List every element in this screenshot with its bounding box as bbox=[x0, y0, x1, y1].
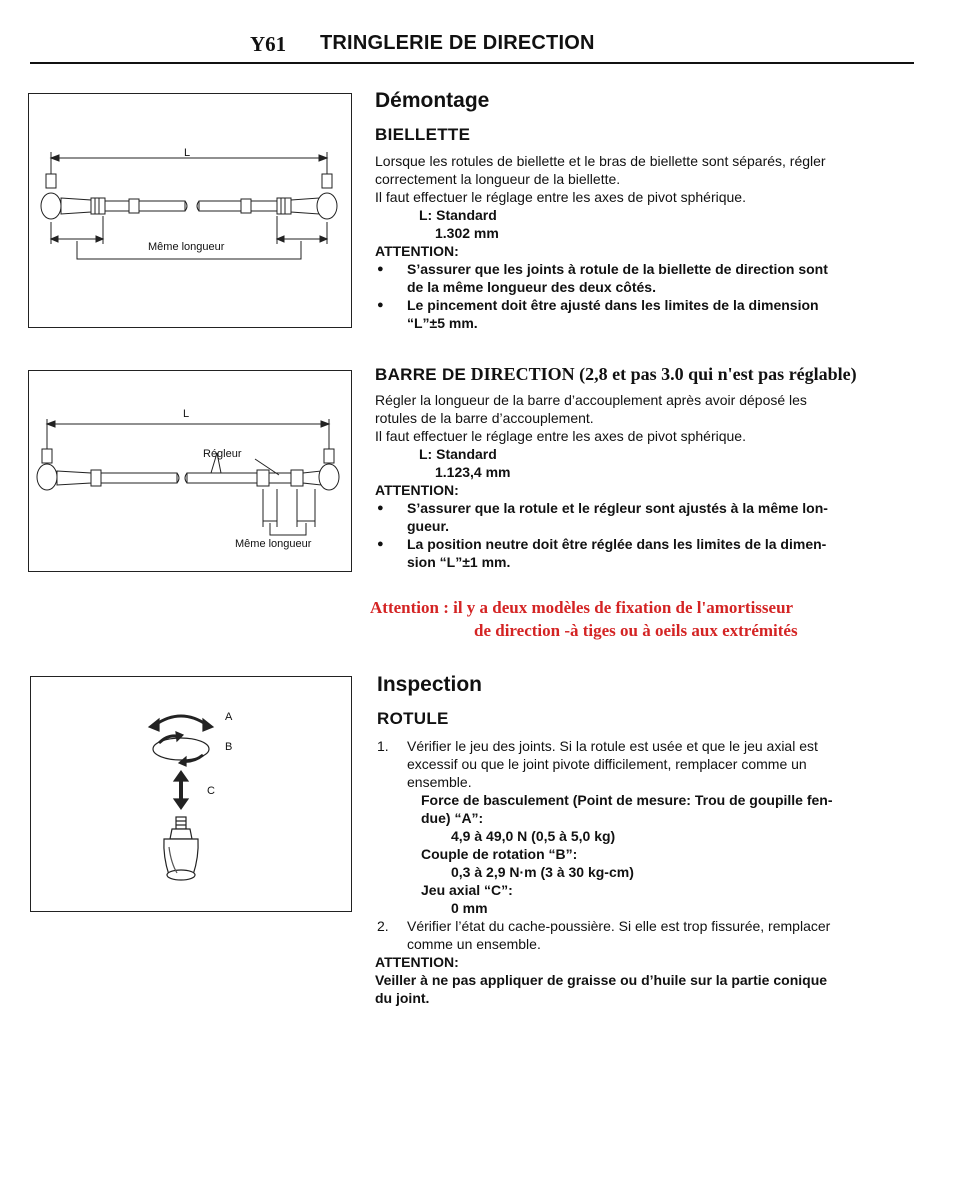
barre-title-part2: DIRECTION (2,8 et pas 3.0 qui n'est pas réglable) bbox=[470, 364, 857, 384]
barre-line-1: Régler la longueur de la barre d’accouplement après avoir déposé les bbox=[375, 392, 807, 408]
biellette-same-length-label: Même longueur bbox=[145, 241, 227, 253]
red-note-line-1: Attention : il y a deux modèles de fixation de l'amortisseur bbox=[370, 598, 794, 617]
rotule-diagram bbox=[31, 677, 351, 911]
biellette-diagram bbox=[29, 94, 351, 327]
rotule-item-1: 1. Vérifier le jeu des joints. Si la rotule est usée et que le jeu axial est excessif ou que le joint pivote difficilement, remplacer comme un ensemble. bbox=[377, 738, 818, 790]
barre-L-label: L bbox=[183, 408, 190, 420]
barre-title-part1: BARRE DE bbox=[375, 365, 467, 384]
barre-line-3: Il faut effectuer le réglage entre les axes de pivot sphérique. bbox=[375, 428, 746, 444]
biellette-L-label: L bbox=[184, 147, 191, 159]
model-code: Y61 bbox=[250, 32, 287, 56]
biellette-line-3: Il faut effectuer le réglage entre les axes de pivot sphérique. bbox=[375, 189, 746, 205]
biellette-body bbox=[375, 152, 920, 332]
regleur-label: Régleur bbox=[203, 448, 242, 460]
biellette-line-1: Lorsque les rotules de biellette et le bras de biellette sont séparés, régler bbox=[375, 153, 826, 169]
barre-figure bbox=[28, 370, 352, 572]
jeu-label: Jeu axial “C”: bbox=[421, 882, 513, 898]
demontage-heading: Démontage bbox=[375, 89, 490, 112]
rotule-figure bbox=[30, 676, 352, 912]
biellette-bullet-1: ● S’assurer que les joints à rotule de la biellette de direction sont de la même longueur des deux côtés. bbox=[375, 260, 920, 296]
force-label: Force de basculement (Point de mesure: Trou de goupille fen- due) “A”: bbox=[421, 792, 833, 826]
biellette-std-value: 1.302 mm bbox=[435, 225, 499, 241]
rotule-label-A: A bbox=[225, 711, 233, 723]
jeu-value: 0 mm bbox=[451, 900, 488, 916]
red-note-line-2: de direction -à tiges ou à oeils aux extrémités bbox=[474, 621, 798, 640]
barre-line-2: rotules de la barre d’accouplement. bbox=[375, 410, 594, 426]
barre-same-length-label: Même longueur bbox=[235, 538, 312, 550]
biellette-bullet-2: ● Le pincement doit être ajusté dans les limites de la dimension “L”±5 mm. bbox=[375, 296, 920, 332]
barre-attention: ATTENTION: bbox=[375, 482, 459, 498]
rotule-item-2: 2. Vérifier l’état du cache-poussière. Si elle est trop fissurée, remplacer comme un ensemble. bbox=[377, 918, 831, 952]
biellette-figure bbox=[28, 93, 352, 328]
barre-bullet-2: ● La position neutre doit être réglée dans les limites de la dimen- sion “L”±1 mm. bbox=[375, 535, 920, 571]
barre-std-label: L: Standard bbox=[419, 446, 497, 462]
rotule-title: ROTULE bbox=[377, 709, 449, 728]
biellette-title: BIELLETTE bbox=[375, 125, 471, 144]
barre-bullet-1: ● S’assurer que la rotule et le régleur sont ajustés à la même lon- gueur. bbox=[375, 499, 920, 535]
force-value: 4,9 à 49,0 N (0,5 à 5,0 kg) bbox=[451, 828, 616, 844]
barre-title bbox=[375, 364, 857, 385]
rotule-attention-line-2: du joint. bbox=[375, 990, 430, 1006]
biellette-std-label: L: Standard bbox=[419, 207, 497, 223]
page-title: TRINGLERIE DE DIRECTION bbox=[320, 32, 595, 54]
rotule-body bbox=[375, 737, 920, 1007]
inspection-heading: Inspection bbox=[377, 673, 483, 696]
couple-label: Couple de rotation “B”: bbox=[421, 846, 578, 862]
barre-std-value: 1.123,4 mm bbox=[435, 464, 511, 480]
rotule-attention-line-1: Veiller à ne pas appliquer de graisse ou d’huile sur la partie conique bbox=[375, 972, 828, 988]
rotule-attention: ATTENTION: bbox=[375, 954, 459, 970]
rotule-label-C: C bbox=[207, 785, 215, 797]
biellette-attention: ATTENTION: bbox=[375, 243, 459, 259]
page-header bbox=[30, 28, 914, 64]
biellette-line-2: correctement la longueur de la biellette. bbox=[375, 171, 621, 187]
barre-body bbox=[375, 391, 920, 571]
rotule-label-B: B bbox=[225, 741, 233, 753]
couple-value: 0,3 à 2,9 N·m (3 à 30 kg-cm) bbox=[451, 864, 634, 880]
